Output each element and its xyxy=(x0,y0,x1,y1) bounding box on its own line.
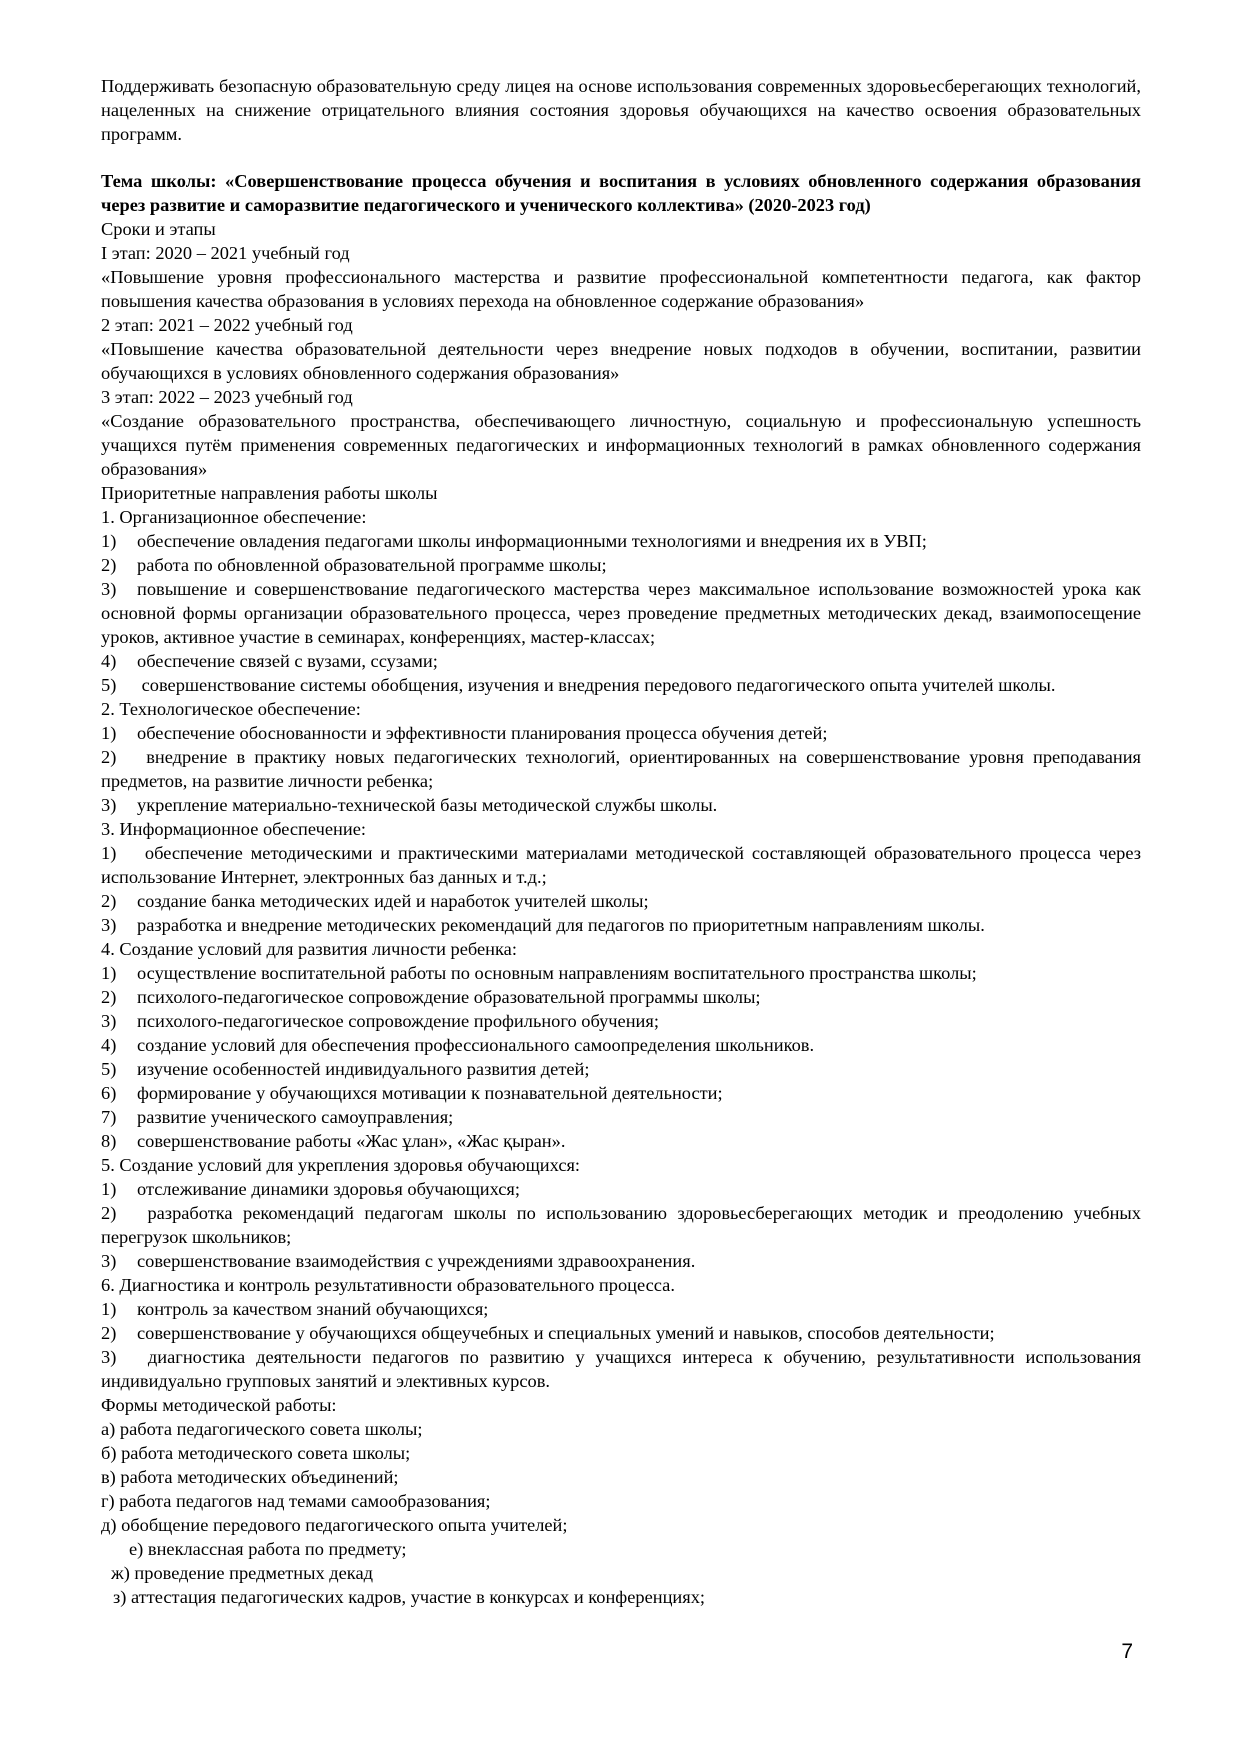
stages-heading: Сроки и этапы xyxy=(101,219,216,239)
form-item: д) обобщение передового педагогического опыта учителей; xyxy=(101,1515,568,1535)
list-item xyxy=(101,1297,1141,1321)
list-item-number: 8) xyxy=(101,1131,117,1151)
list-item xyxy=(101,961,1141,985)
list-item-number: 4) xyxy=(101,651,117,671)
form-item: а) работа педагогического совета школы; xyxy=(101,1419,423,1439)
list-item-number: 1) xyxy=(101,1299,117,1319)
school-theme: Тема школы: «Совершенствование процесса обучения и воспитания в условиях обновленного содержания образования через развитие и саморазвитие педагогического и ученического коллектива» (2020-2023 год) xyxy=(101,171,1141,215)
list-item-text: осуществление воспитательной работы по основным направлениям воспитательного пространства школы; xyxy=(137,963,977,983)
list-item-text: совершенствование у обучающихся общеучебных и специальных умений и навыков, способов деятельности; xyxy=(137,1323,995,1343)
form-item: з) аттестация педагогических кадров, участие в конкурсах и конференциях; xyxy=(113,1587,706,1607)
stage2-text: «Повышение качества образовательной деятельности через внедрение новых подходов в обучении, воспитании, развитии обучающихся в условиях обновленного содержания образования» xyxy=(101,339,1141,383)
list-item-number: 2) xyxy=(101,747,117,767)
section-title: 1. Организационное обеспечение: xyxy=(101,507,367,527)
list-item-text: создание условий для обеспечения профессионального самоопределения школьников. xyxy=(137,1035,815,1055)
intro-paragraph: Поддерживать безопасную образовательную среду лицея на основе использования современных здоровьесберегающих технологий, нацеленных на снижение отрицательного влияния состояния здоровья обучающихся на качество освоения образовательных программ. xyxy=(101,76,1141,144)
list-item xyxy=(101,1105,1141,1129)
list-item-number: 2) xyxy=(101,891,117,911)
list-item xyxy=(101,841,1141,889)
list-item-text: внедрение в практику новых педагогических технологий, ориентированных на совершенствование уровня преподавания предметов, на развитие личности ребенка; xyxy=(101,747,1141,791)
list-item xyxy=(101,889,1141,913)
list-item-number: 7) xyxy=(101,1107,117,1127)
list-item xyxy=(101,793,1141,817)
list-item-text: развитие ученического самоуправления; xyxy=(137,1107,454,1127)
list-item xyxy=(101,553,1141,577)
list-item-number: 1) xyxy=(101,723,117,743)
form-item: г) работа педагогов над темами самообразования; xyxy=(101,1491,491,1511)
stage1-title: I этап: 2020 – 2021 учебный год xyxy=(101,243,350,263)
stage2-title: 2 этап: 2021 – 2022 учебный год xyxy=(101,315,353,335)
section-title: 6. Диагностика и контроль результативности образовательного процесса. xyxy=(101,1275,675,1295)
list-item-text: совершенствование работы «Жас ұлан», «Жас қыран». xyxy=(137,1131,566,1151)
form-item: ж) проведение предметных декад xyxy=(111,1563,373,1583)
list-item-number: 2) xyxy=(101,987,117,1007)
stage3-title: 3 этап: 2022 – 2023 учебный год xyxy=(101,387,353,407)
list-item-number: 1) xyxy=(101,531,117,551)
section-title: 3. Информационное обеспечение: xyxy=(101,819,366,839)
list-item-text: разработка рекомендаций педагогам школы по использованию здоровьесберегающих методик и преодолению учебных перегрузок школьников; xyxy=(101,1203,1141,1247)
spacer xyxy=(101,146,1141,169)
list-item-number: 1) xyxy=(101,963,117,983)
list-item-number: 2) xyxy=(101,1203,117,1223)
list-item-text: укрепление материально-технической базы методической службы школы. xyxy=(137,795,718,815)
list-item-text: разработка и внедрение методических рекомендаций для педагогов по приоритетным направлениям школы. xyxy=(137,915,985,935)
stage3-text: «Создание образовательного пространства, обеспечивающего личностную, социальную и профессиональную успешность учащихся путём применения современных педагогических и информационных технологий в рамках обновленного содержания образования» xyxy=(101,411,1141,479)
section-title: 4. Создание условий для развития личности ребенка: xyxy=(101,939,517,959)
list-item-text: совершенствование взаимодействия с учреждениями здравоохранения. xyxy=(137,1251,696,1271)
list-item-text: работа по обновленной образовательной программе школы; xyxy=(137,555,607,575)
list-item xyxy=(101,649,1141,673)
list-item-number: 2) xyxy=(101,1323,117,1343)
list-item-text: обеспечение методическими и практическими материалами методической составляющей образовательного процесса через использование Интернет, электронных баз данных и т.д.; xyxy=(101,843,1141,887)
list-item xyxy=(101,721,1141,745)
page-number: 7 xyxy=(1121,1640,1133,1663)
list-item-number: 6) xyxy=(101,1083,117,1103)
list-item xyxy=(101,1249,1141,1273)
list-item-text: обеспечение овладения педагогами школы информационными технологиями и внедрения их в УВП; xyxy=(137,531,927,551)
list-item xyxy=(101,1081,1141,1105)
list-item-number: 3) xyxy=(101,915,117,935)
list-item-number: 3) xyxy=(101,1251,117,1271)
list-item xyxy=(101,529,1141,553)
list-item-number: 4) xyxy=(101,1035,117,1055)
priorities-heading: Приоритетные направления работы школы xyxy=(101,483,438,503)
form-item: е) внеклассная работа по предмету; xyxy=(129,1539,407,1559)
form-item: б) работа методического совета школы; xyxy=(101,1443,411,1463)
list-item xyxy=(101,1129,1141,1153)
list-item-number: 5) xyxy=(101,675,117,695)
form-item: в) работа методических объединений; xyxy=(101,1467,399,1487)
list-item-number: 2) xyxy=(101,555,117,575)
list-item-text: отслеживание динамики здоровья обучающихся; xyxy=(137,1179,520,1199)
list-item xyxy=(101,1177,1141,1201)
list-item xyxy=(101,1057,1141,1081)
list-item xyxy=(101,673,1141,697)
stage1-text: «Повышение уровня профессионального мастерства и развитие профессиональной компетентности педагога, как фактор повышения качества образования в условиях перехода на обновленное содержание образования» xyxy=(101,267,1141,311)
list-item-number: 3) xyxy=(101,795,117,815)
list-item-text: создание банка методических идей и наработок учителей школы; xyxy=(137,891,649,911)
list-item-text: диагностика деятельности педагогов по развитию у учащихся интереса к обучению, результативности использования индивидуально групповых занятий и элективных курсов. xyxy=(101,1347,1141,1391)
list-item-text: совершенствование системы обобщения, изучения и внедрения передового педагогического опыта учителей школы. xyxy=(137,675,1056,695)
list-item xyxy=(101,985,1141,1009)
list-item-text: психолого-педагогическое сопровождение образовательной программы школы; xyxy=(137,987,761,1007)
forms-list xyxy=(101,1417,1141,1609)
list-item-number: 3) xyxy=(101,1011,117,1031)
list-item xyxy=(101,1033,1141,1057)
list-item xyxy=(101,1345,1141,1393)
list-item-text: обеспечение обоснованности и эффективности планирования процесса обучения детей; xyxy=(137,723,828,743)
list-item xyxy=(101,1321,1141,1345)
list-item-number: 3) xyxy=(101,579,117,599)
list-item-text: формирование у обучающихся мотивации к познавательной деятельности; xyxy=(137,1083,723,1103)
list-item-text: контроль за качеством знаний обучающихся; xyxy=(137,1299,489,1319)
forms-heading: Формы методической работы: xyxy=(101,1395,337,1415)
priority-sections xyxy=(101,505,1141,1393)
list-item-text: изучение особенностей индивидуального развития детей; xyxy=(137,1059,590,1079)
list-item-number: 3) xyxy=(101,1347,117,1367)
list-item-text: повышение и совершенствование педагогического мастерства через максимальное использование возможностей урока как основной формы организации образовательного процесса, через проведение предметных методических декад, взаимопосещение уроков, активное участие в семинарах, конференциях, мастер-классах; xyxy=(101,579,1141,647)
list-item xyxy=(101,577,1141,649)
list-item-number: 1) xyxy=(101,1179,117,1199)
section-title: 2. Технологическое обеспечение: xyxy=(101,699,361,719)
list-item xyxy=(101,1009,1141,1033)
list-item-number: 1) xyxy=(101,843,117,863)
list-item-text: психолого-педагогическое сопровождение профильного обучения; xyxy=(137,1011,659,1031)
list-item xyxy=(101,745,1141,793)
document-page xyxy=(101,74,1141,1609)
list-item xyxy=(101,913,1141,937)
list-item xyxy=(101,1201,1141,1249)
list-item-number: 5) xyxy=(101,1059,117,1079)
list-item-text: обеспечение связей с вузами, ссузами; xyxy=(137,651,438,671)
section-title: 5. Создание условий для укрепления здоровья обучающихся: xyxy=(101,1155,581,1175)
